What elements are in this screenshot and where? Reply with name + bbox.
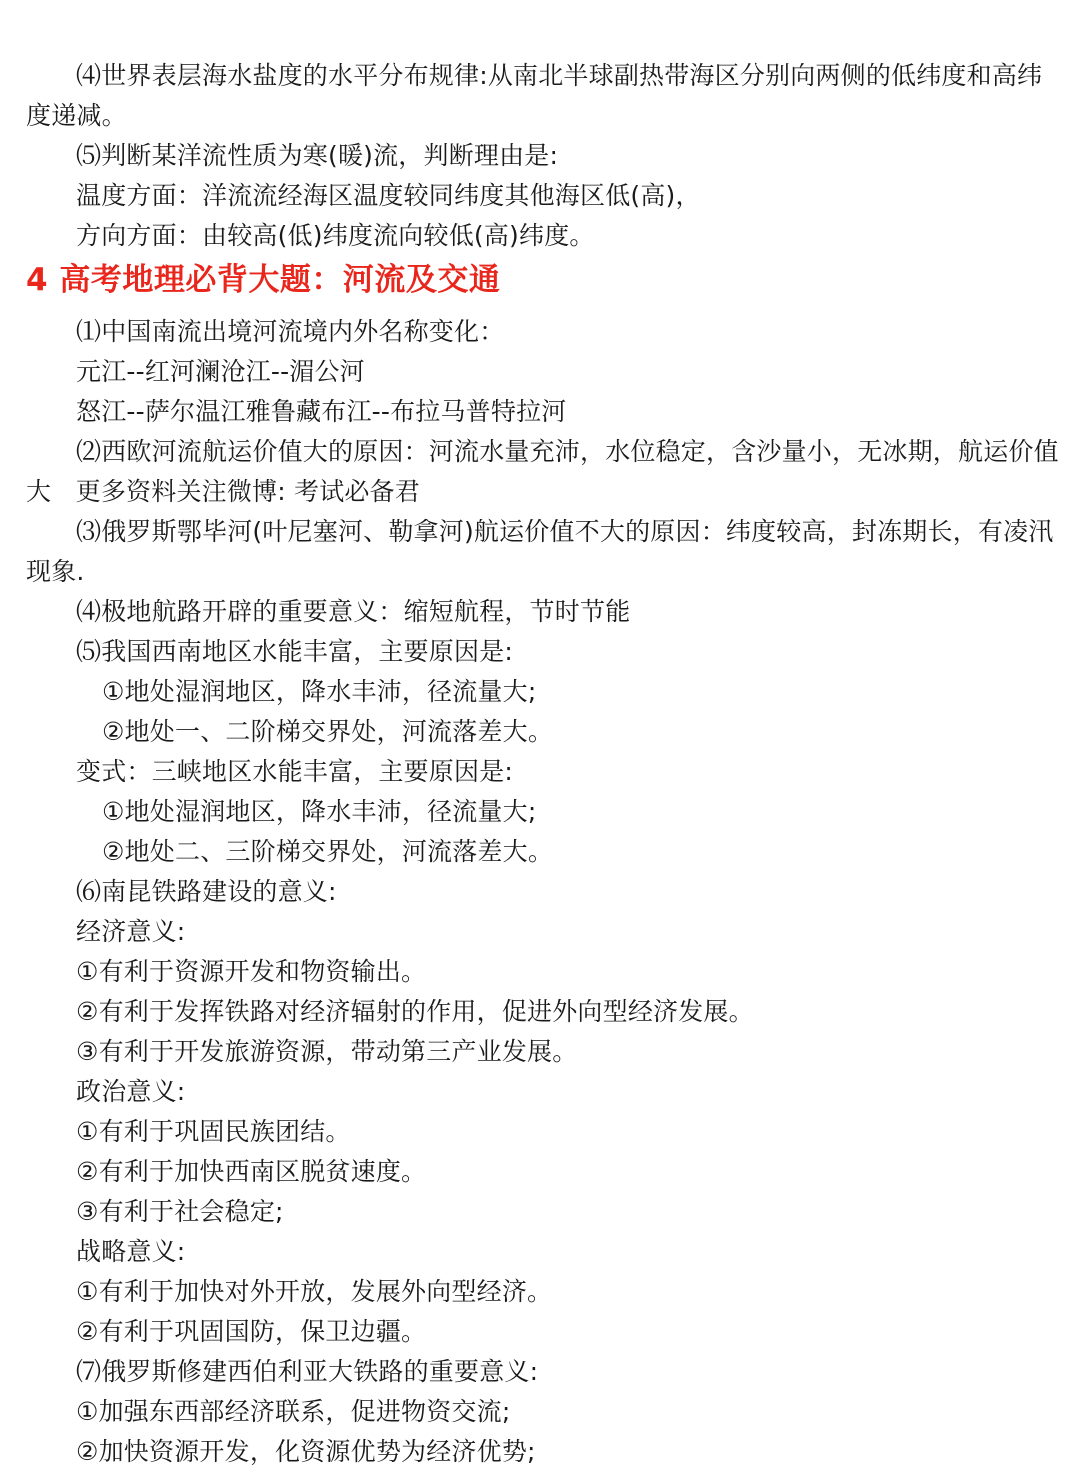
text-line-yuanjiang: 元江--红河澜沧江--湄公河: [76, 357, 365, 386]
text-line-strat-1: ①有利于加快对外开放，发展外向型经济。: [76, 1277, 553, 1306]
text-line-salinity-rule-cont: 度递减。: [26, 101, 127, 130]
text-line-econ-2: ②有利于发挥铁路对经济辐射的作用，促进外向型经济发展。: [76, 997, 754, 1026]
text-line-econ-3: ③有利于开发旅游资源，带动第三产业发展。: [76, 1037, 578, 1066]
text-line-tg-reason-1: ①地处湿润地区，降水丰沛，径流量大;: [102, 797, 537, 826]
text-line-current-judgement: ⑸判断某洋流性质为寒(暖)流，判断理由是:: [76, 141, 559, 170]
text-line-three-gorges: 变式：三峡地区水能丰富，主要原因是:: [76, 757, 514, 786]
text-line-west-europe-rivers-cont: 大 更多资料关注微博: 考试必备君: [26, 477, 421, 506]
text-line-russia-rivers-cont: 现象.: [26, 557, 85, 586]
text-line-political-significance: 政治意义:: [76, 1077, 186, 1106]
text-line-pol-1: ①有利于巩固民族团结。: [76, 1117, 351, 1146]
text-line-economic-significance: 经济意义:: [76, 917, 186, 946]
text-line-tg-reason-2: ②地处二、三阶梯交界处，河流落差大。: [102, 837, 554, 866]
text-line-strat-2: ②有利于巩固国防，保卫边疆。: [76, 1317, 427, 1346]
text-line-southwest-hydropower: ⑸我国西南地区水能丰富，主要原因是:: [76, 637, 514, 666]
text-line-pol-3: ③有利于社会稳定;: [76, 1197, 284, 1226]
text-line-sib-2: ②加快资源开发，化资源优势为经济优势;: [76, 1437, 536, 1466]
text-line-temperature-aspect: 温度方面：洋流流经海区温度较同纬度其他海区低(高)，: [76, 181, 701, 210]
text-line-nujiang: 怒江--萨尔温江雅鲁藏布江--布拉马普特拉河: [76, 397, 567, 426]
text-line-west-europe-rivers: ⑵西欧河流航运价值大的原因：河流水量充沛，水位稳定，含沙量小，无冰期，航运价值: [76, 437, 1059, 466]
text-line-sw-reason-1: ①地处湿润地区，降水丰沛，径流量大;: [102, 677, 537, 706]
text-line-salinity-rule: ⑷世界表层海水盐度的水平分布规律:从南北半球副热带海区分别向两侧的低纬度和高纬: [76, 61, 1043, 90]
text-line-sw-reason-2: ②地处一、二阶梯交界处，河流落差大。: [102, 717, 554, 746]
text-line-pol-2: ②有利于加快西南区脱贫速度。: [76, 1157, 427, 1186]
text-line-nankun-railway: ⑹南昆铁路建设的意义:: [76, 877, 337, 906]
text-line-strategic-significance: 战略意义:: [76, 1237, 186, 1266]
text-line-polar-route: ⑷极地航路开辟的重要意义：缩短航程，节时节能: [76, 597, 631, 626]
text-line-econ-1: ①有利于资源开发和物资输出。: [76, 957, 427, 986]
text-line-river-names: ⑴中国南流出境河流境内外名称变化：: [76, 317, 505, 346]
section-heading-rivers-transport: 4 高考地理必背大题：河流及交通: [26, 262, 501, 298]
text-line-sib-1: ①加强东西部经济联系，促进物资交流;: [76, 1397, 511, 1426]
text-line-siberian-railway: ⑺俄罗斯修建西伯利亚大铁路的重要意义:: [76, 1357, 539, 1386]
text-line-russia-rivers: ⑶俄罗斯鄂毕河(叶尼塞河、勒拿河)航运价值不大的原因：纬度较高，封冻期长，有凌汛: [76, 517, 1054, 546]
text-line-direction-aspect: 方向方面：由较高(低)纬度流向较低(高)纬度。: [76, 221, 595, 250]
